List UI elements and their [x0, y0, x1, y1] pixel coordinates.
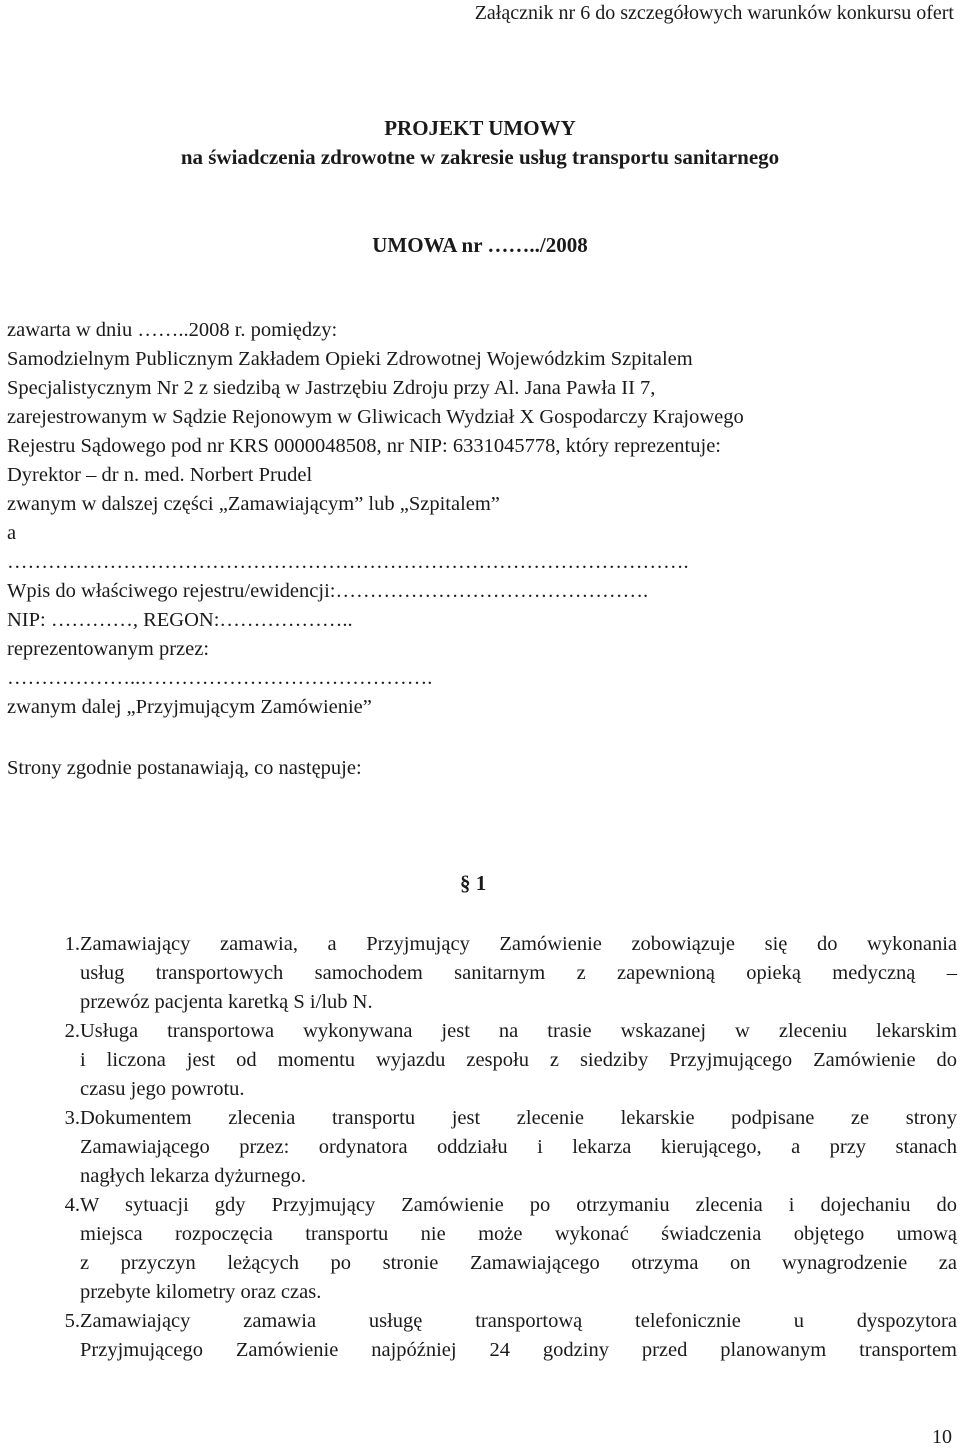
clause-line: Zamawiający zamawia usługę transportową telefonicznie u dyspozytora: [80, 1310, 957, 1332]
clause-text: [80, 1191, 957, 1307]
intro-line: Rejestru Sądowego pod nr KRS 0000048508, nr NIP: 6331045778, który reprezentuje:: [7, 435, 721, 457]
intro-line: a: [7, 522, 17, 544]
intro-line: reprezentowanym przez:: [7, 638, 210, 660]
parties-statement: Strony zgodnie postanawiają, co następuje:: [7, 757, 362, 779]
document-title: PROJEKT UMOWY: [384, 116, 576, 140]
clause-item: [7, 1017, 957, 1104]
clause-item: [7, 1307, 957, 1365]
contract-number: UMOWA nr ……../2008: [372, 233, 588, 257]
clause-line: usług transportowych samochodem sanitarnym z zapewnioną opieką medyczną –: [80, 962, 957, 984]
clause-number: 4.: [64, 1194, 80, 1216]
contract-parties-paragraph: [7, 316, 957, 722]
clause-line: przewóz pacjenta karetką S i/lub N.: [80, 991, 373, 1013]
clause-text: [80, 1017, 957, 1104]
clause-number: 1.: [64, 933, 80, 955]
page-number: 10: [932, 1426, 952, 1448]
clause-text: [80, 930, 957, 1017]
intro-line: ………………..…………………………………….: [7, 667, 433, 689]
clause-item: [7, 1191, 957, 1307]
intro-line: Samodzielnym Publicznym Zakładem Opieki Zdrowotnej Wojewódzkim Szpitalem: [7, 348, 693, 370]
clause-line: przebyte kilometry oraz czas.: [80, 1281, 322, 1303]
clause-line: Dokumentem zlecenia transportu jest zlecenie lekarskie podpisane ze strony: [80, 1107, 957, 1129]
clause-text: [80, 1307, 957, 1365]
attachment-note: Załącznik nr 6 do szczegółowych warunków konkursu ofert: [474, 2, 954, 24]
clause-line: miejsca rozpoczęcia transportu nie może wykonać świadczenia objętego umową: [80, 1223, 957, 1245]
intro-line: ……………………………………………………………………………………….: [7, 551, 689, 573]
clause-number: 5.: [64, 1310, 80, 1332]
clause-line: Zamawiającego przez: ordynatora oddziału i lekarza kierującego, a przy stanach: [80, 1136, 957, 1158]
intro-line: Dyrektor – dr n. med. Norbert Prudel: [7, 464, 313, 486]
clause-number: 2.: [64, 1020, 80, 1042]
intro-line: zwanym w dalszej części „Zamawiającym” lub „Szpitalem”: [7, 493, 500, 515]
clause-line: Przyjmującego Zamówienie najpóźniej 24 godziny przed planowanym transportem: [80, 1339, 957, 1361]
section-heading: § 1: [460, 871, 487, 895]
document-subtitle: na świadczenia zdrowotne w zakresie usług transportu sanitarnego: [180, 145, 780, 169]
clause-line: czasu jego powrotu.: [80, 1078, 245, 1100]
clause-line: Usługa transportowa wykonywana jest na trasie wskazanej w zleceniu lekarskim: [80, 1020, 957, 1042]
intro-line: Wpis do właściwego rejestru/ewidencji:……………………………………….: [7, 580, 649, 602]
clause-number: 3.: [64, 1107, 80, 1129]
clause-list: [7, 930, 957, 1365]
intro-line: NIP: …………, REGON:………………..: [7, 609, 353, 631]
intro-line: Specjalistycznym Nr 2 z siedzibą w Jastrzębiu Zdroju przy Al. Jana Pawła II 7,: [7, 377, 656, 399]
clause-item: [7, 930, 957, 1017]
intro-line: zarejestrowanym w Sądzie Rejonowym w Gliwicach Wydział X Gospodarczy Krajowego: [7, 406, 744, 428]
clause-line: Zamawiający zamawia, a Przyjmujący Zamówienie zobowiązuje się do wykonania: [80, 933, 957, 955]
clause-line: i liczona jest od momentu wyjazdu zespołu z siedziby Przyjmującego Zamówienie do: [80, 1049, 957, 1071]
clause-line: z przyczyn leżących po stronie Zamawiającego otrzyma on wynagrodzenie za: [80, 1252, 957, 1274]
intro-line: zwanym dalej „Przyjmującym Zamówienie”: [7, 696, 372, 718]
intro-line: zawarta w dniu ……..2008 r. pomiędzy:: [7, 319, 338, 341]
clause-item: [7, 1104, 957, 1191]
clause-text: [80, 1104, 957, 1191]
clause-line: nagłych lekarza dyżurnego.: [80, 1165, 306, 1187]
clause-line: W sytuacji gdy Przyjmujący Zamówienie po otrzymaniu zlecenia i dojechaniu do: [80, 1194, 957, 1216]
